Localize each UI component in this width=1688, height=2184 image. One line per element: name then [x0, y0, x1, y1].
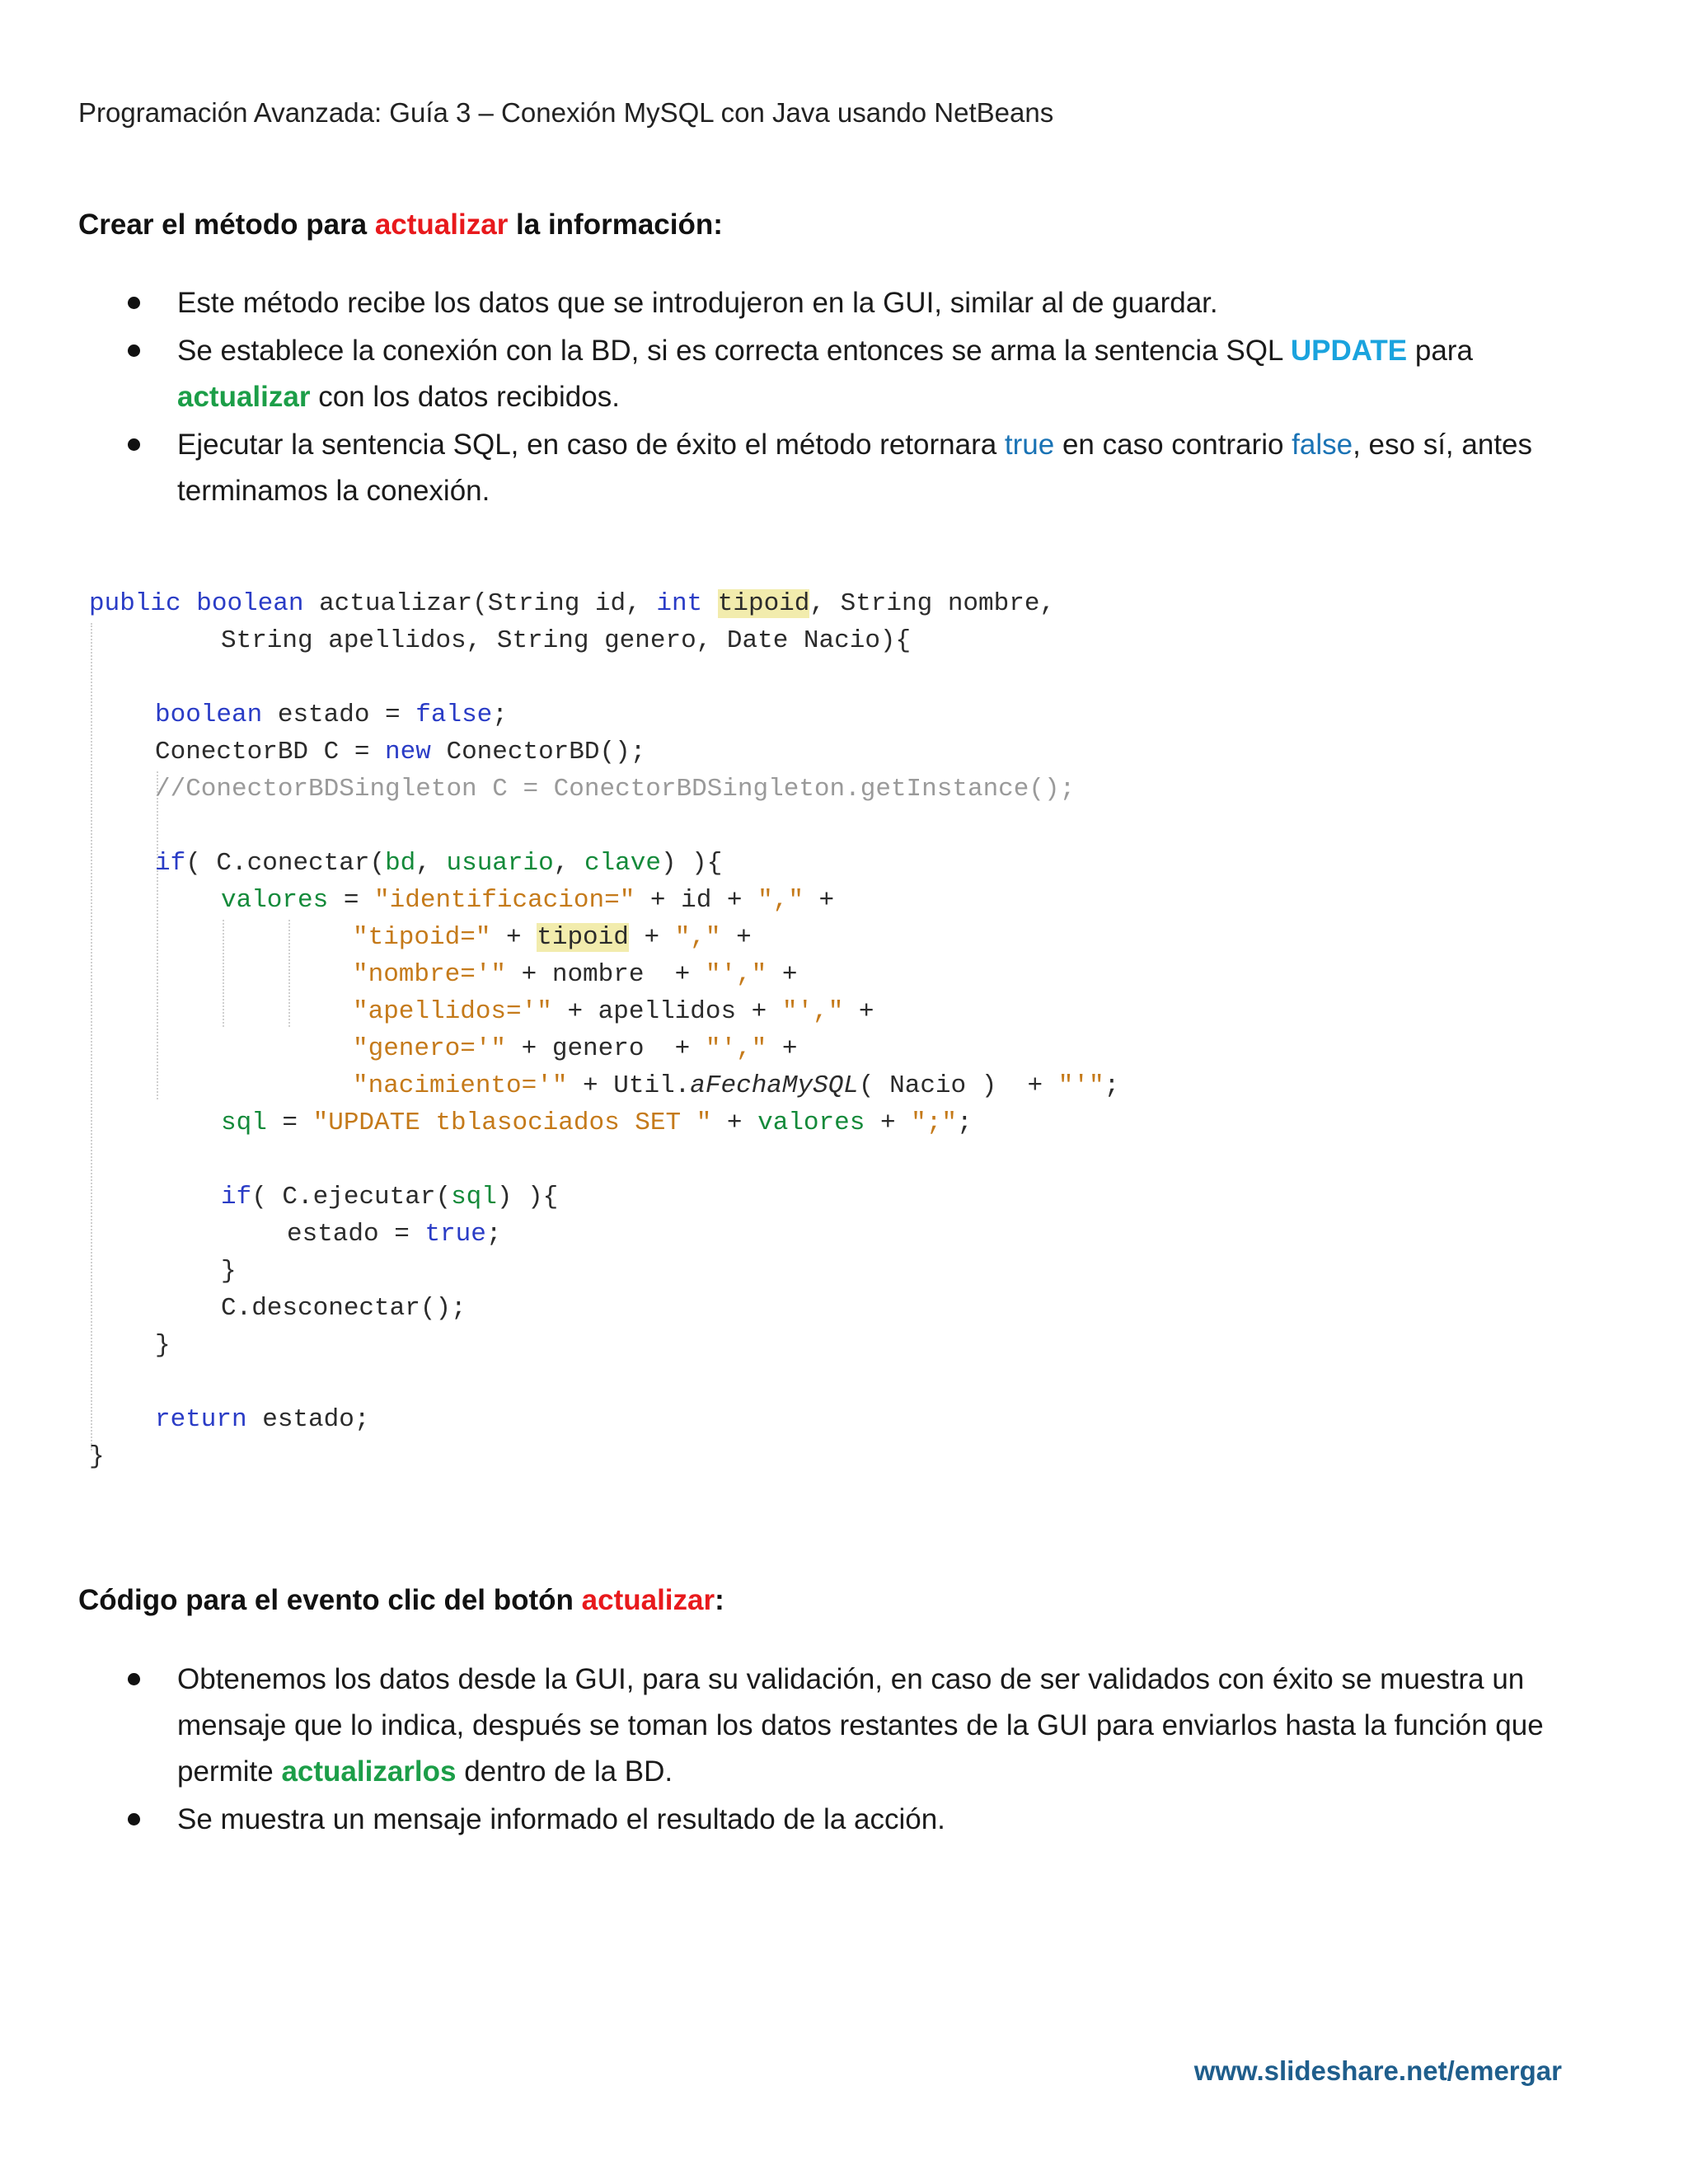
code-line-valores: valores = "identificacion=" + id + "," + — [221, 886, 835, 915]
bullet-item: Se establece la conexión con la BD, si es correcta entonces se arma la sentencia SQL UPDATE para actualizar con los datos recibidos. — [78, 328, 1595, 420]
code-line-estado: boolean estado = false; — [155, 701, 508, 729]
footer-link[interactable]: www.slideshare.net/emergar — [1193, 2055, 1562, 2086]
code-line-genero: "genero='" + genero + "'," + — [353, 1034, 798, 1063]
code-line-close-brace: } — [155, 1331, 171, 1360]
code-line-if-conectar: if( C.conectar(bd, usuario, clave) ){ — [155, 849, 723, 878]
code-line-return: return estado; — [155, 1405, 370, 1434]
section-heading-update-method: Crear el método para actualizar la información: — [78, 209, 723, 241]
code-line-close-brace: } — [89, 1442, 105, 1471]
bullet-item: Este método recibe los datos que se introdujeron en la GUI, similar al de guardar. — [78, 280, 1595, 326]
indent-guide — [91, 623, 92, 1451]
indent-guide — [157, 771, 158, 1099]
running-header: Programación Avanzada: Guía 3 – Conexión MySQL con Java usando NetBeans — [78, 97, 1054, 128]
update-method-bullet-list — [78, 280, 1595, 516]
code-line-comment: //ConectorBDSingleton C = ConectorBDSingleton.getInstance(); — [155, 775, 1076, 804]
code-line-signature: public boolean actualizar(String id, int tipoid, String nombre, — [89, 589, 1056, 618]
bullet-item: Obtenemos los datos desde la GUI, para su validación, en caso de ser validados con éxito se muestra un mensaje que lo indica, después se toman los datos restantes de la GUI para enviarlos hasta la función que permite actualizarlos dentro de la BD. — [78, 1657, 1595, 1795]
indent-guide — [288, 920, 290, 1027]
code-line-nacimiento: "nacimiento='" + Util.aFechaMySQL( Nacio ) + "'"; — [353, 1071, 1120, 1100]
code-line-sql: sql = "UPDATE tblasociados SET " + valores + ";"; — [221, 1108, 973, 1137]
code-line-signature-cont: String apellidos, String genero, Date Nacio){ — [221, 626, 912, 655]
indent-guide — [223, 920, 224, 1027]
button-event-bullet-list — [78, 1657, 1595, 1844]
section-heading-button-event: Código para el evento clic del botón actualizar: — [78, 1584, 724, 1616]
code-line-apellidos: "apellidos='" + apellidos + "'," + — [353, 997, 874, 1026]
code-line-tipoid: "tipoid=" + tipoid + "," + — [353, 923, 752, 952]
bullet-item: Ejecutar la sentencia SQL, en caso de éxito el método retornara true en caso contrario false, eso sí, antes terminamos la conexión. — [78, 422, 1595, 514]
code-line-if-ejecutar: if( C.ejecutar(sql) ){ — [221, 1183, 559, 1212]
code-line-estado-true: estado = true; — [287, 1220, 502, 1249]
code-line-close-brace: } — [221, 1257, 237, 1286]
code-line-conector: ConectorBD C = new ConectorBD(); — [155, 738, 646, 766]
code-screenshot — [89, 585, 1160, 1492]
code-line-desconectar: C.desconectar(); — [221, 1294, 467, 1323]
code-line-nombre: "nombre='" + nombre + "'," + — [353, 960, 798, 989]
bullet-item: Se muestra un mensaje informado el resultado de la acción. — [78, 1797, 1595, 1843]
